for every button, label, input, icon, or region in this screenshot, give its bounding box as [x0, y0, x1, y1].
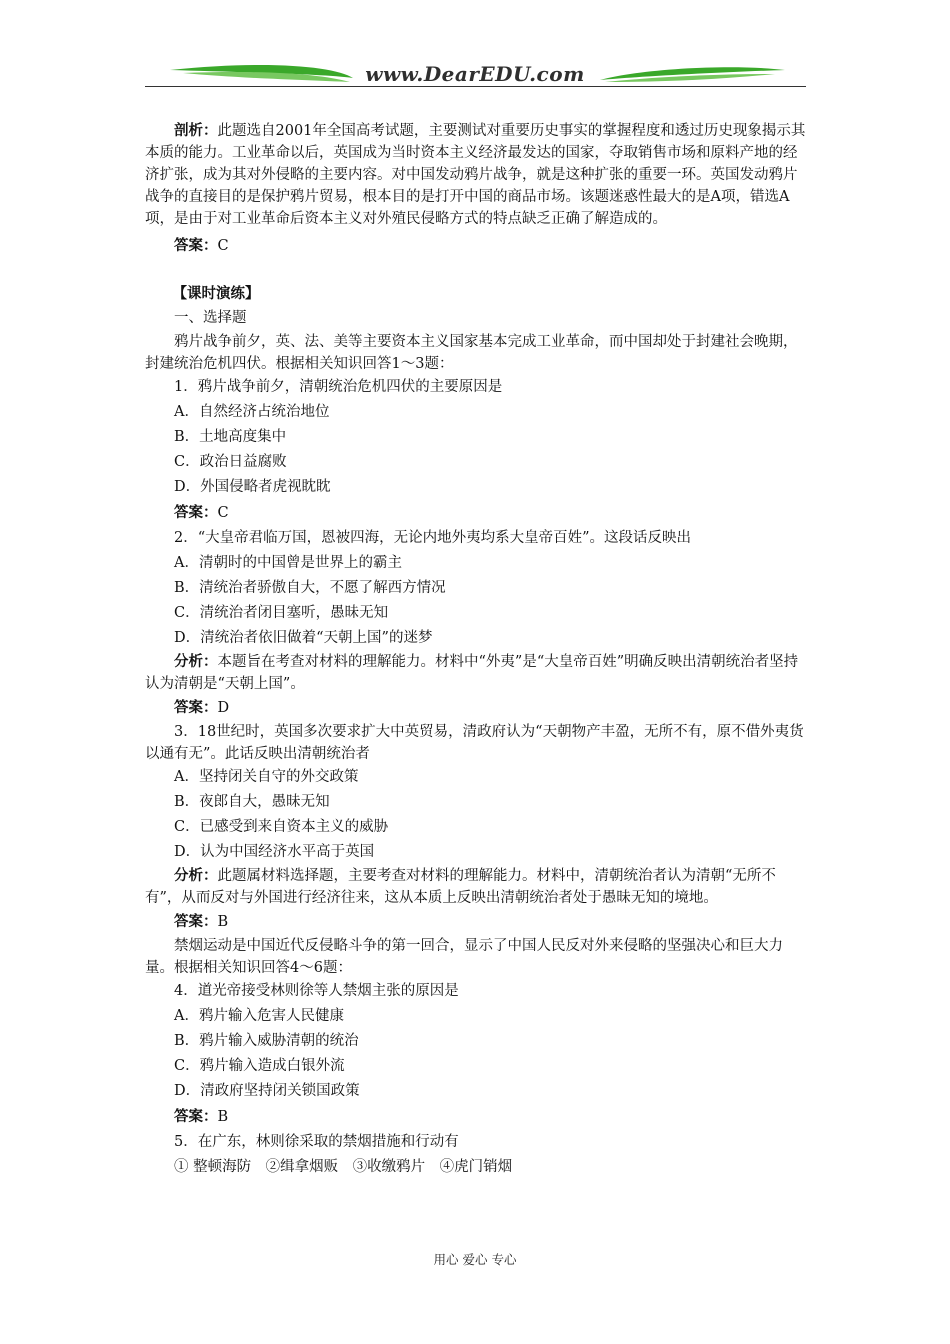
analysis-intro: 剖析：此题选自2001年全国高考试题，主要测试对重要历史事实的掌握程度和透过历史现象揭示其本质的能力。工业革命以后，英国成为当时资本主义经济最发达的国家，夺取销售市场和原料产地的经济扩张，成为其对外侵略的主要内容。对中国发动鸦片战争，就是这种扩张的重要一环。英国发动鸦片战争的直接目的是保护鸦片贸易，根本目的是打开中国的商品市场。该题迷惑性最大的是A项，错选A项，是由于对工业革命后资本主义对外殖民侵略方式的特点缺乏正确了解造成的。 [145, 122, 806, 227]
q3-option-a: A．坚持闭关自守的外交政策 [174, 769, 359, 785]
q3-analysis: 分析：此题属材料选择题，主要考查对材料的理解能力。材料中，清朝统治者认为清朝“无所不有”，从而反对与外国进行经济往来，这从本质上反映出清朝统治者处于愚昧无知的境地。 [145, 867, 776, 906]
q4-option-b: B．鸦片输入威胁清朝的统治 [174, 1033, 359, 1049]
q3-option-b: B．夜郎自大，愚昧无知 [174, 794, 330, 810]
spacer [145, 259, 807, 281]
q4-stem: 4．道光帝接受林则徐等人禁烟主张的原因是 [174, 983, 459, 999]
q4-answer: 答案：B [174, 1108, 229, 1125]
q2-analysis: 分析：本题旨在考查对材料的理解能力。材料中“外夷”是“大皇帝百姓”明确反映出清朝统治者坚持认为清朝是“天朝上国”。 [145, 653, 799, 692]
q3-option-d: D．认为中国经济水平高于英国 [174, 844, 375, 860]
q5-stem: 5．在广东，林则徐采取的禁烟措施和行动有 [174, 1134, 459, 1150]
q1-option-c: C．政治日益腐败 [174, 454, 287, 470]
q1-option-d: D．外国侵略者虎视眈眈 [174, 479, 331, 495]
material-2: 禁烟运动是中国近代反侵略斗争的第一回合，显示了中国人民反对外来侵略的坚强决心和巨大力量。根据相关知识回答4～6题： [145, 938, 783, 976]
answer-intro: 答案：C [174, 237, 229, 254]
material-1: 鸦片战争前夕，英、法、美等主要资本主义国家基本完成工业革命，而中国却处于封建社会晚期，封建统治危机四伏。根据相关知识回答1～3题： [145, 334, 798, 372]
document-body [145, 120, 807, 1180]
q2-option-b: B．清统治者骄傲自大，不愿了解西方情况 [174, 580, 446, 596]
section-title: 【课时演练】 [172, 285, 260, 302]
q3-answer: 答案：B [174, 913, 229, 930]
q3-option-c: C．已感受到来自资本主义的威胁 [174, 819, 389, 835]
q2-option-a: A．清朝时的中国曾是世界上的霸主 [174, 555, 402, 571]
q4-option-d: D．清政府坚持闭关锁国政策 [174, 1083, 360, 1099]
site-logo-text: www.DearEDU.com [365, 62, 585, 86]
q2-option-c: C．清统治者闭目塞听，愚昧无知 [174, 605, 389, 621]
header-divider [145, 86, 806, 87]
q3-stem: 3．18世纪时，英国多次要求扩大中英贸易，清政府认为“天朝物产丰盈，无所不有，原不借外夷货以通有无”。此话反映出清朝统治者 [145, 724, 804, 762]
q2-option-d: D．清统治者依旧做着“天朝上国”的迷梦 [174, 630, 433, 646]
q5-items: ① 整顿海防 ②缉拿烟贩 ③收缴鸦片 ④虎门销烟 [174, 1159, 513, 1175]
q2-answer: 答案：D [174, 699, 230, 716]
page-footer: 用心 爱心 专心 [433, 1252, 517, 1267]
q4-option-c: C．鸦片输入造成白银外流 [174, 1058, 345, 1074]
q1-option-a: A．自然经济占统治地位 [174, 404, 330, 420]
q4-option-a: A．鸦片输入危害人民健康 [174, 1008, 344, 1024]
section-subtitle: 一、选择题 [174, 310, 247, 326]
q1-answer: 答案：C [174, 504, 229, 521]
q1-stem: 1．鸦片战争前夕，清朝统治危机四伏的主要原因是 [174, 379, 503, 395]
q1-option-b: B．土地高度集中 [174, 429, 287, 445]
q2-stem: 2．“大皇帝君临万国，恩被四海，无论内地外夷均系大皇帝百姓”。这段话反映出 [174, 530, 692, 546]
